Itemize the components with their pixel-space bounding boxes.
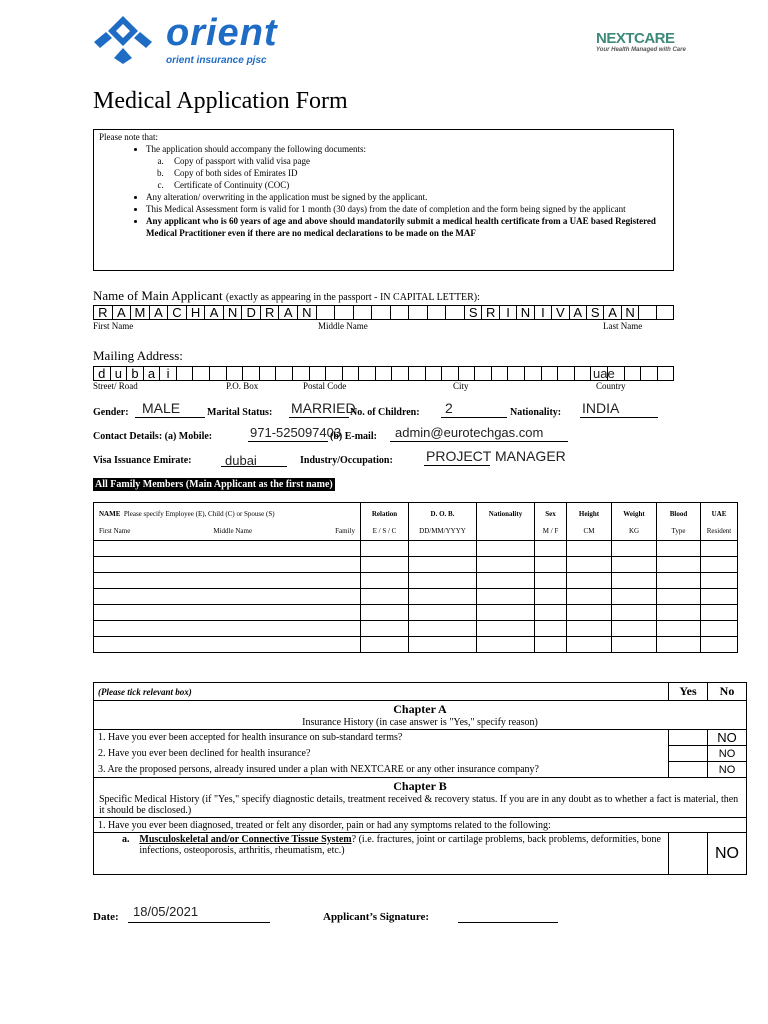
chapter-a-title: Chapter A [393, 702, 447, 716]
brand-name: orient [166, 12, 278, 54]
email-label: (b) E-mail: [330, 431, 377, 442]
no-header: No [708, 683, 747, 701]
question-b1a-title: Musculoskeletal and/or Connective Tissue System [139, 834, 352, 845]
question-a2: 2. Have you ever been declined for health insurance? [94, 746, 669, 762]
nextcare-tagline: Your Health Managed with Care [596, 47, 686, 53]
note-documents: The application should accompany the following documents: [146, 144, 366, 154]
answer-a1[interactable]: NO [708, 730, 747, 746]
orient-logo [92, 14, 312, 70]
address-boxes[interactable]: d u b a i [93, 366, 674, 381]
note-validity: • This Medical Assessment form is valid for 1 month (30 days) from the date of completion and the form being signed by the applicant [146, 203, 668, 215]
yes-box[interactable] [669, 730, 708, 746]
table-row[interactable] [94, 573, 738, 589]
first-name-boxes[interactable]: R A M A C H A N D R A N [93, 305, 465, 320]
chapter-b-subtitle: Specific Medical History (if "Yes," specify diagnostic details, treatment received & recovery status. If you are in any doubt as to whether a fact is material, then it should be disclosed.) [99, 794, 739, 816]
notes-intro: Please note that: [99, 132, 158, 142]
occupation-value[interactable]: PROJECT MANAGER [426, 448, 566, 464]
note-age: • Any applicant who is 60 years of age and above should mandatorily submit a medical health certificate from a UAE based Registered Medical Practitioner even if there are no medical declarations to be made on the MAF [146, 215, 668, 239]
nextcare-logo [596, 30, 696, 66]
visa-label: Visa Issuance Emirate: [93, 455, 192, 466]
date-label: Date: [93, 911, 119, 923]
gender-label: Gender: [93, 407, 129, 418]
chapter-b-title: Chapter B [393, 779, 447, 793]
pobox-label: P.O. Box [226, 381, 259, 391]
tick-hint: (Please tick relevant box) [94, 683, 669, 701]
table-row[interactable] [94, 637, 738, 653]
questions-table [93, 682, 747, 875]
question-a3: 3. Are the proposed persons, already insured under a plan with NEXTCARE or any other insurance company? [94, 762, 669, 778]
email-value[interactable]: admin@eurotechgas.com [395, 425, 544, 440]
last-name-label: Last Name [603, 321, 643, 331]
children-label: No. of Children: [350, 407, 420, 418]
country-label: Country [596, 381, 626, 391]
family-table: NAME Please specify Employee (E), Child (C) or Spouse (S) First Name Middle Name Family Relation E / S / C D. O. B. DD/MM/YYYY Nationality Sex M / F Height CM Weight KG Blood Type UAE Resident [93, 502, 738, 653]
family-heading: All Family Members (Main Applicant as the first name) [95, 479, 333, 490]
mobile-value[interactable]: 971-525097403 [250, 425, 342, 440]
yes-box[interactable] [669, 833, 708, 875]
brand-subtitle: orient insurance pjsc [166, 55, 267, 66]
doc-item: b. Copy of both sides of Emirates ID [166, 167, 668, 179]
table-row[interactable] [94, 557, 738, 573]
yes-box[interactable] [669, 746, 708, 762]
orient-logo-icon [92, 14, 154, 64]
note-alteration: • Any alteration/ overwriting in the application must be signed by the applicant. [146, 191, 668, 203]
question-a1: 1. Have you ever been accepted for health insurance on sub-standard terms? [94, 730, 669, 746]
page-title: Medical Application Form [93, 88, 348, 114]
chapter-a-subtitle: Insurance History (in case answer is "Yes," specify reason) [302, 717, 538, 728]
question-b1a-text: ? (i.e. fractures, joint or cartilage problems, back problems, deformities, bone infections, osteoporosis, arthritis, rheumatism, etc.) [139, 834, 661, 856]
question-b1a-letter: a. [122, 834, 130, 845]
gender-value[interactable]: MALE [142, 400, 181, 416]
marital-label: Marital Status: [207, 407, 273, 418]
answer-a2[interactable]: NO [708, 746, 747, 762]
last-name-boxes[interactable]: S R I N I V A S A N [464, 305, 674, 320]
address-heading: Mailing Address: [93, 348, 183, 363]
marital-value[interactable]: MARRIED [291, 400, 356, 416]
yes-header: Yes [669, 683, 708, 701]
visa-value[interactable]: dubai [225, 453, 257, 468]
table-row[interactable] [94, 541, 738, 557]
answer-a3[interactable]: NO [708, 762, 747, 778]
first-name-label: First Name [93, 321, 134, 331]
date-value[interactable]: 18/05/2021 [133, 904, 199, 919]
occupation-label: Industry/Occupation: [300, 455, 393, 466]
question-b1: 1. Have you ever been diagnosed, treated or felt any disorder, pain or had any symptoms related to the following: [94, 818, 747, 833]
name-heading: Name of Main Applicant (exactly as appearing in the passport - IN CAPITAL LETTER): [93, 288, 480, 303]
postal-label: Postal Code [303, 381, 347, 391]
table-row[interactable] [94, 589, 738, 605]
signature-label: Applicant’s Signature: [323, 911, 430, 923]
mobile-label: Contact Details: (a) Mobile: [93, 431, 213, 442]
street-label: Street/ Road [93, 381, 138, 391]
nextcare-name: NEXTCARE [596, 30, 675, 47]
children-value[interactable]: 2 [445, 400, 453, 416]
doc-item: c. Certificate of Continuity (COC) [166, 179, 668, 191]
nationality-label: Nationality: [510, 407, 562, 418]
middle-name-label: Middle Name [318, 321, 368, 331]
yes-box[interactable] [669, 762, 708, 778]
table-row[interactable] [94, 621, 738, 637]
city-label: City [453, 381, 469, 391]
notes-box [93, 129, 674, 271]
table-row[interactable] [94, 605, 738, 621]
answer-b1a[interactable]: NO [708, 833, 747, 875]
signature-field[interactable] [458, 906, 558, 923]
country-value[interactable]: uae [593, 366, 615, 381]
doc-item: a. Copy of passport with valid visa page [166, 155, 668, 167]
nationality-value[interactable]: INDIA [582, 400, 620, 416]
